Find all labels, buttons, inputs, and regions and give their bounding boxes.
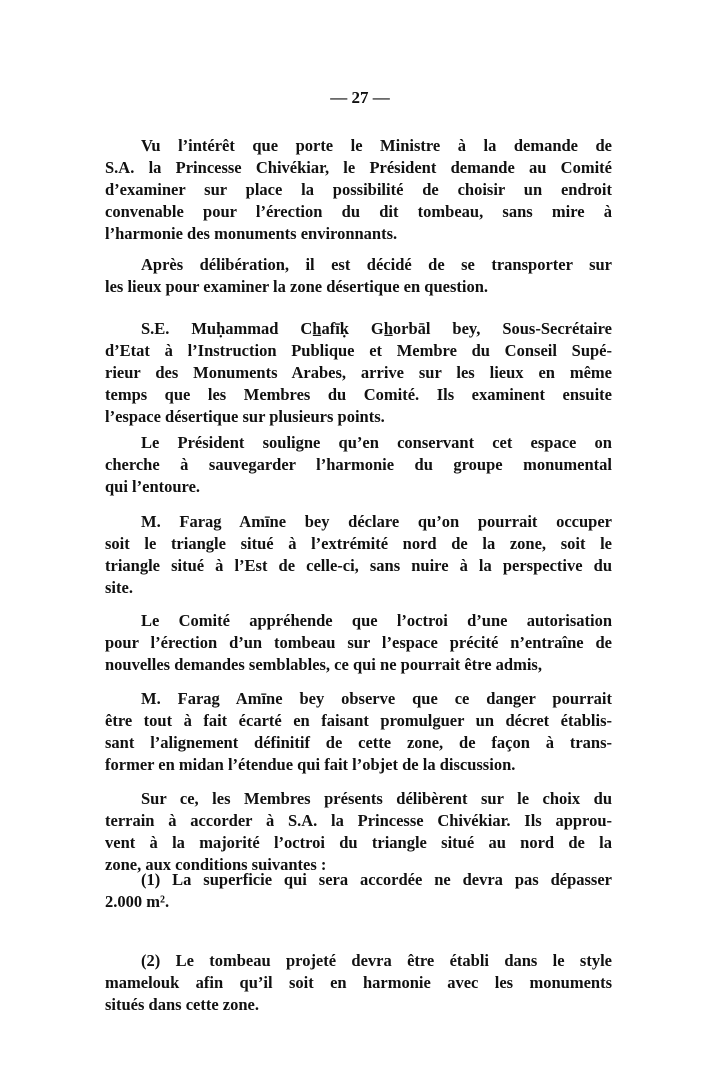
text-line: les lieux pour examiner la zone désertique en question. [105, 277, 489, 296]
text-line: 2.000 m². [105, 892, 170, 911]
text-line: M. Farag Amīne bey observe que ce danger pourrait [141, 689, 612, 708]
paragraph [105, 318, 612, 428]
paragraph [105, 950, 612, 1016]
text-line: qui l’entoure. [105, 477, 201, 496]
text-line: zone, aux conditions suivantes : [105, 855, 327, 874]
paragraph [105, 432, 612, 498]
text-line: Sur ce, les Membres présents délibèrent sur le choix du [141, 789, 612, 808]
text-line: Le Comité appréhende que l’octroi d’une autorisation [141, 611, 612, 630]
text-line: Vu l’intérêt que porte le Ministre à la demande de [141, 136, 612, 155]
text-line: S.A. la Princesse Chivékiar, le Président demande au Comité [105, 158, 612, 177]
text-line: sant l’alignement définitif de cette zone, de façon à trans- [105, 733, 612, 752]
paragraph [105, 610, 612, 676]
text-line: former en midan l’étendue qui fait l’objet de la discussion. [105, 755, 516, 774]
text-line: Le Président souligne qu’en conservant cet espace on [141, 433, 612, 452]
paragraph [105, 511, 612, 599]
text-line: pour l’érection d’un tombeau sur l’espace précité n’entraîne de [105, 633, 612, 652]
text-line: cherche à sauvegarder l’harmonie du groupe monumental [105, 455, 612, 474]
text-line: Après délibération, il est décidé de se transporter sur [141, 255, 612, 274]
text-line: d’examiner sur place la possibilité de choisir un endroit [105, 180, 612, 199]
text-line: mamelouk afin qu’il soit en harmonie avec les monuments [105, 973, 612, 992]
text-line: l’espace désertique sur plusieurs points. [105, 407, 385, 426]
paragraph [105, 254, 612, 298]
text-line: triangle situé à l’Est de celle-ci, sans nuire à la perspective du [105, 556, 612, 575]
text-line: l’harmonie des monuments environnants. [105, 224, 398, 243]
paragraph [105, 869, 612, 913]
text-line: être tout à fait écarté en faisant promulguer un décret établis- [105, 711, 612, 730]
text-line: site. [105, 578, 133, 597]
text-line: (2) Le tombeau projeté devra être établi dans le style [141, 951, 612, 970]
text-line: (1) La superficie qui sera accordée ne devra pas dépasser [141, 870, 612, 889]
text-line: soit le triangle situé à l’extrémité nord de la zone, soit le [105, 534, 612, 553]
text-line: temps que les Membres du Comité. Ils examinent ensuite [105, 385, 612, 404]
text-line: convenable pour l’érection du dit tombeau, sans mire à [105, 202, 612, 221]
text-line: S.E. Muḥammad Ch̲afīḳ Gh̲orbāl bey, Sous-Secrétaire [141, 319, 612, 338]
text-line: vent à la majorité l’octroi du triangle situé au nord de la [105, 833, 612, 852]
paragraph [105, 688, 612, 776]
text-line: situés dans cette zone. [105, 995, 259, 1014]
text-line: rieur des Monuments Arabes, arrive sur les lieux en même [105, 363, 612, 382]
page-number: — 27 — [330, 88, 390, 107]
text-line: M. Farag Amīne bey déclare qu’on pourrait occuper [141, 512, 612, 531]
paragraph [105, 135, 612, 245]
text-line: d’Etat à l’Instruction Publique et Membre du Conseil Supé- [105, 341, 612, 360]
paragraph [105, 788, 612, 876]
text-line: nouvelles demandes semblables, ce qui ne pourrait être admis, [105, 655, 542, 674]
text-line: terrain à accorder à S.A. la Princesse Chivékiar. Ils approu- [105, 811, 612, 830]
